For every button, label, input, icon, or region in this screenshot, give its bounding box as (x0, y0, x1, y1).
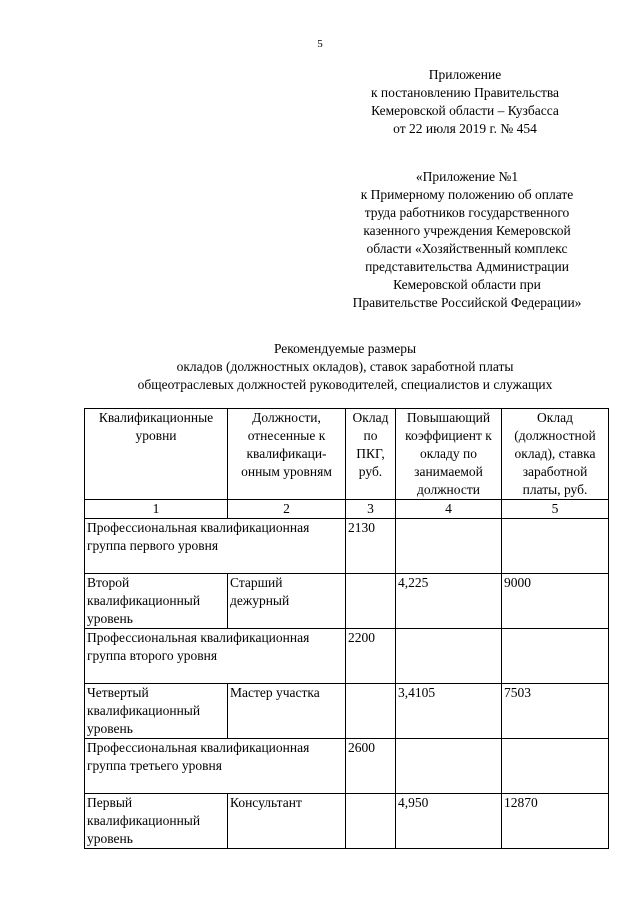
group-name: Профессиональная квалификационная группа второго уровня (85, 629, 346, 684)
appendix1-line: «Приложение №1 (415, 169, 519, 184)
empty-cell (346, 794, 396, 849)
appendix-line: от 22 июля 2019 г. № 454 (393, 121, 537, 136)
position: Мастер участка (228, 684, 346, 739)
title-line: общеотраслевых должностей руководителей, специалистов и служащих (137, 377, 553, 392)
empty-cell (396, 519, 502, 574)
column-number: 4 (396, 500, 502, 519)
column-number: 2 (228, 500, 346, 519)
empty-cell (346, 684, 396, 739)
table-row (85, 519, 609, 574)
header-qualification-levels: Квалификационные уровни (85, 409, 228, 500)
appendix-line: Кемеровской области – Кузбасса (371, 103, 559, 118)
appendix1-line: Кемеровской области при (393, 277, 541, 292)
appendix-header (355, 66, 575, 138)
table-row (85, 739, 609, 794)
empty-cell (396, 739, 502, 794)
coefficient: 3,4105 (396, 684, 502, 739)
page-number: 5 (317, 38, 323, 50)
table-row (85, 629, 609, 684)
coefficient: 4,225 (396, 574, 502, 629)
empty-cell (502, 629, 609, 684)
salary: 7503 (502, 684, 609, 739)
appendix1-line: к Примерному положению об оплате (360, 187, 574, 202)
group-name: Профессиональная квалификационная группа третьего уровня (85, 739, 346, 794)
salary-table (84, 408, 609, 849)
table-row (85, 574, 609, 629)
column-number: 1 (85, 500, 228, 519)
appendix1-line: области «Хозяйственный комплекс (366, 241, 568, 256)
table-row (85, 794, 609, 849)
table-title (60, 340, 630, 394)
empty-cell (502, 519, 609, 574)
header-base-salary: Оклад по ПКГ, руб. (346, 409, 396, 500)
base-salary: 2600 (346, 739, 396, 794)
column-number: 3 (346, 500, 396, 519)
header-salary: Оклад (должностной оклад), ставка заработной платы, руб. (502, 409, 609, 500)
column-number: 5 (502, 500, 609, 519)
salary: 9000 (502, 574, 609, 629)
position: Старший дежурный (228, 574, 346, 629)
title-line: окладов (должностных окладов), ставок заработной платы (176, 359, 514, 374)
base-salary: 2200 (346, 629, 396, 684)
group-name: Профессиональная квалификационная группа первого уровня (85, 519, 346, 574)
qualification-level: Четвертый квалификационный уровень (85, 684, 228, 739)
appendix1-line: труда работников государственного (364, 205, 570, 220)
table-row (85, 684, 609, 739)
appendix1-line: Правительстве Российской Федерации» (352, 295, 582, 310)
header-positions: Должности, отнесенные к квалификаци-онным уровням (228, 409, 346, 500)
appendix-line: Приложение (428, 67, 502, 82)
appendix-line: к постановлению Правительства (370, 85, 560, 100)
column-number-row (85, 500, 609, 519)
salary: 12870 (502, 794, 609, 849)
title-line: Рекомендуемые размеры (273, 341, 417, 356)
coefficient: 4,950 (396, 794, 502, 849)
empty-cell (346, 574, 396, 629)
appendix1-header (332, 168, 602, 312)
position: Консультант (228, 794, 346, 849)
empty-cell (396, 629, 502, 684)
empty-cell (502, 739, 609, 794)
header-row (85, 409, 609, 500)
base-salary: 2130 (346, 519, 396, 574)
qualification-level: Первый квалификационный уровень (85, 794, 228, 849)
appendix1-line: представительства Администрации (365, 259, 569, 274)
qualification-level: Второй квалификационный уровень (85, 574, 228, 629)
appendix1-line: казенного учреждения Кемеровской (363, 223, 571, 238)
header-coefficient: Повышающий коэффициент к окладу по занимаемой должности (396, 409, 502, 500)
